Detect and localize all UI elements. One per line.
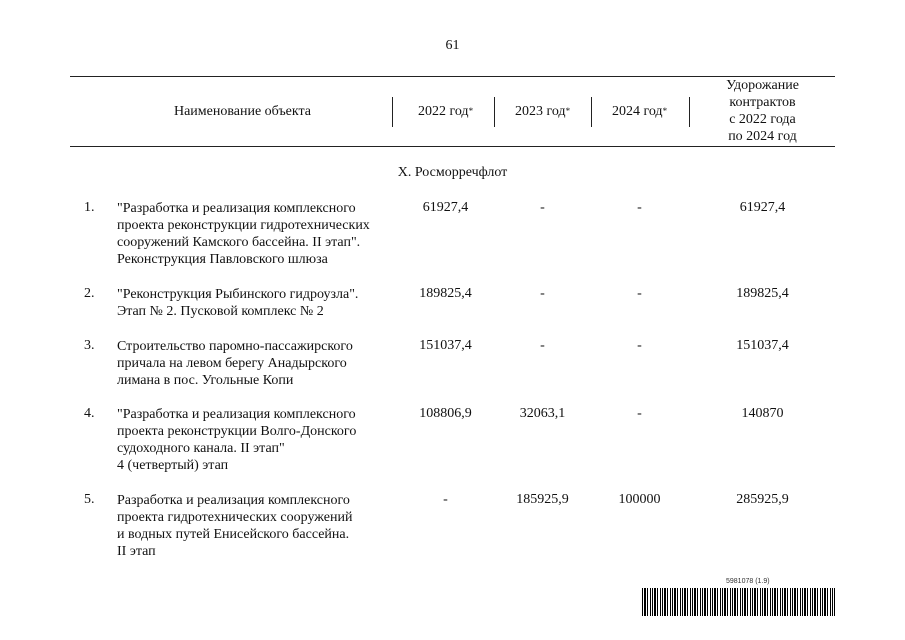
row-2022-value: 151037,4	[419, 338, 472, 353]
row-2024-value: 100000	[618, 492, 661, 507]
row-2022-value: -	[443, 492, 448, 507]
row-number: 1.	[84, 200, 95, 215]
row-number: 3.	[84, 338, 95, 353]
barcode-bars	[642, 588, 835, 616]
header-2022-text: 2022 год	[417, 103, 469, 119]
row-name: Строительство паромно-пассажирского причала на левом берегу Анадырского лимана в пос. Угольные Копи	[117, 339, 353, 388]
row-2024-value: -	[637, 286, 642, 301]
barcode-label: 5981078 (1.9)	[726, 578, 770, 585]
row-2022-value: 108806,9	[419, 406, 472, 421]
header-divider	[689, 97, 690, 127]
header-2022: 2022 год *	[417, 103, 474, 119]
header-2023-text: 2023 год	[514, 103, 566, 119]
header-2024-text: 2024 год	[611, 103, 663, 119]
row-2023-value: -	[540, 200, 545, 215]
row-2023-value: -	[540, 286, 545, 301]
header-increase-text: Удорожание контрактов с 2022 года по 2024 год	[726, 78, 799, 144]
row-2022-value: 61927,4	[422, 200, 469, 215]
row-2024-value: -	[637, 406, 642, 421]
row-increase-value: 189825,4	[736, 286, 789, 301]
row-number: 4.	[84, 406, 95, 421]
row-2024-value: -	[637, 338, 642, 353]
row-2023-value: 32063,1	[519, 406, 566, 421]
header-name-text: Наименование объекта	[173, 103, 312, 119]
row-name: Разработка и реализация комплексного проекта гидротехнических сооружений и водных путей Енисейского бассейна. II этап	[117, 493, 353, 559]
barcode	[642, 578, 835, 618]
row-2024-value: -	[637, 200, 642, 215]
row-number: 5.	[84, 492, 95, 507]
table-header-bottom-rule	[70, 146, 835, 147]
table-top-rule	[70, 76, 835, 77]
row-number: 2.	[84, 286, 95, 301]
page-number: 61	[445, 38, 460, 53]
row-increase-value: 285925,9	[736, 492, 789, 507]
header-increase	[700, 78, 825, 144]
row-name: "Реконструкция Рыбинского гидроузла". Этап № 2. Пусковой комплекс № 2	[117, 287, 359, 319]
row-name: "Разработка и реализация комплексного проекта реконструкции гидротехнических сооружений Камского бассейна. II этап". Реконструкция Павловского шлюза	[117, 201, 370, 267]
row-2023-value: 185925,9	[516, 492, 569, 507]
header-divider	[392, 97, 393, 127]
header-2024: 2024 год *	[611, 103, 668, 119]
row-increase-value: 61927,4	[739, 200, 786, 215]
row-name: "Разработка и реализация комплексного проекта реконструкции Волго-Донского судоходного канала. II этап" 4 (четвертый) этап	[117, 407, 357, 473]
header-name	[100, 78, 385, 144]
row-2022-value: 189825,4	[419, 286, 472, 301]
row-increase-value: 140870	[741, 406, 784, 421]
row-2023-value: -	[540, 338, 545, 353]
row-increase-value: 151037,4	[736, 338, 789, 353]
header-2023: 2023 год *	[514, 103, 571, 119]
section-title: X. Росморречфлот	[397, 165, 508, 180]
